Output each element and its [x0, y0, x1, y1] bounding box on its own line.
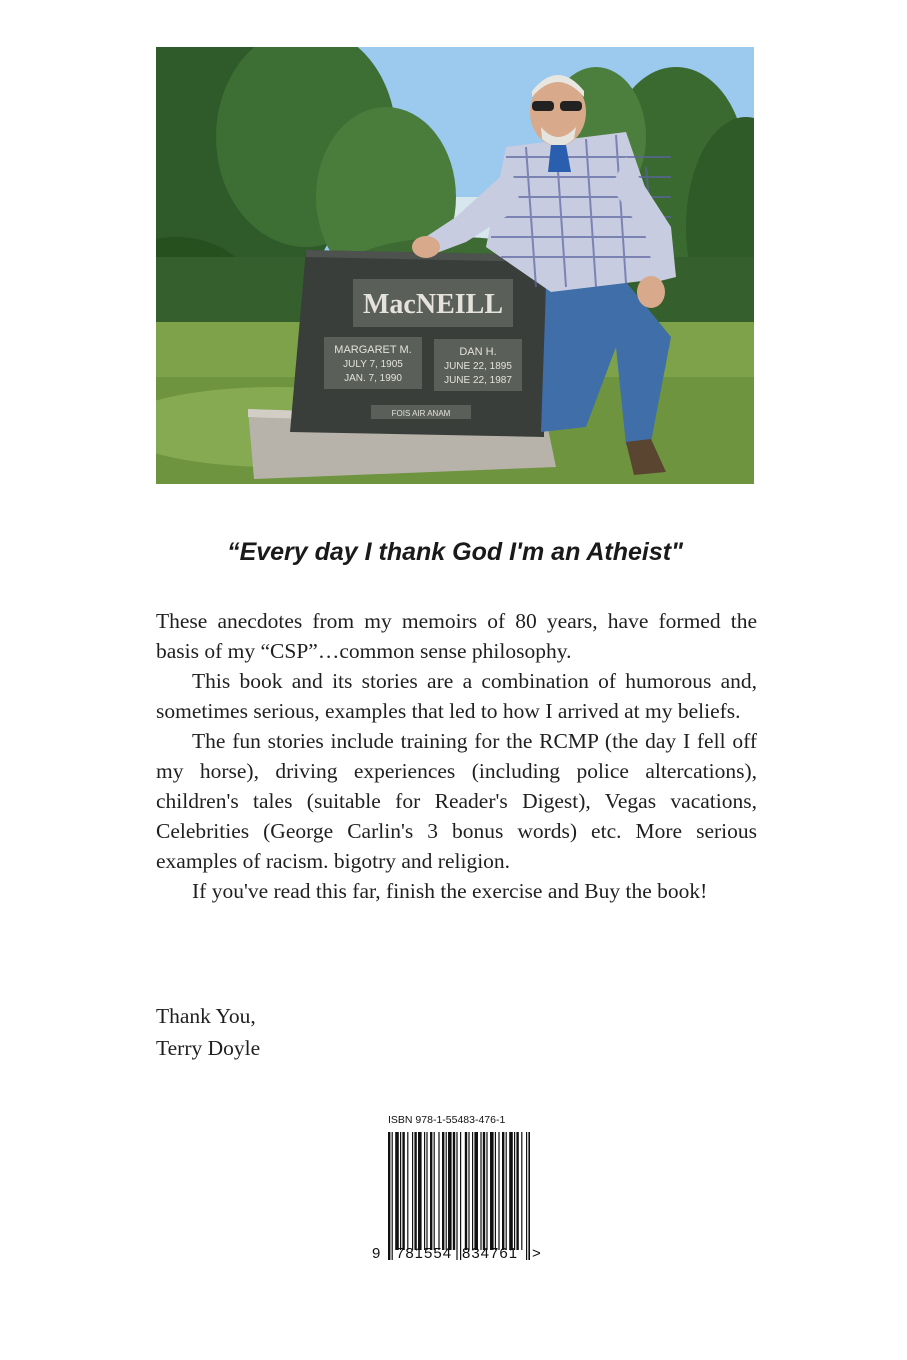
barcode-group-2: 834761: [462, 1245, 519, 1262]
left-panel-name: MARGARET M.: [334, 344, 412, 356]
isbn-barcode: [372, 1112, 552, 1272]
barcode-bars: [388, 1132, 530, 1260]
blurb-paragraph: The fun stories include training for the RCMP (the day I fell off my horse), driving experiences (including police altercations), children's tales (suitable for Reader's Digest), Vegas vacations, Celebrities (George Carlin's 3 bonus words) etc. More serious examples of racism. bigotry and religion.: [156, 729, 757, 873]
right-panel-died: JUNE 22, 1987: [444, 375, 512, 386]
isbn-label: ISBN 978-1-55483-476-1: [388, 1114, 506, 1126]
blurb: [156, 606, 757, 906]
base-plaque: FOIS AIR ANAM: [391, 409, 451, 418]
signoff: [156, 1000, 260, 1064]
blurb-paragraph: These anecdotes from my memoirs of 80 years, have formed the basis of my “CSP”…common sense philosophy.: [156, 609, 757, 663]
blurb-paragraph: If you've read this far, finish the exercise and Buy the book!: [192, 879, 708, 903]
headstone-name: MacNEILL: [363, 289, 503, 320]
tagline-quote: “Every day I thank God I'm an Atheist": [227, 538, 683, 566]
blurb-paragraph: This book and its stories are a combination of humorous and, sometimes serious, examples that led to how I arrived at my beliefs.: [156, 669, 757, 723]
right-panel-born: JUNE 22, 1895: [444, 361, 512, 372]
left-panel-born: JULY 7, 1905: [343, 359, 403, 370]
cover-photo: [156, 47, 754, 484]
author-name: Terry Doyle: [156, 1036, 261, 1060]
signoff-thanks: Thank You,: [156, 1004, 256, 1028]
right-panel-name: DAN H.: [459, 346, 497, 358]
barcode-lead-digit: 9: [372, 1245, 382, 1262]
photo-illustration: [156, 47, 754, 484]
barcode-arrow: >: [532, 1245, 542, 1262]
left-panel-died: JAN. 7, 1990: [344, 373, 402, 384]
barcode-group-1: 781554: [396, 1245, 453, 1262]
